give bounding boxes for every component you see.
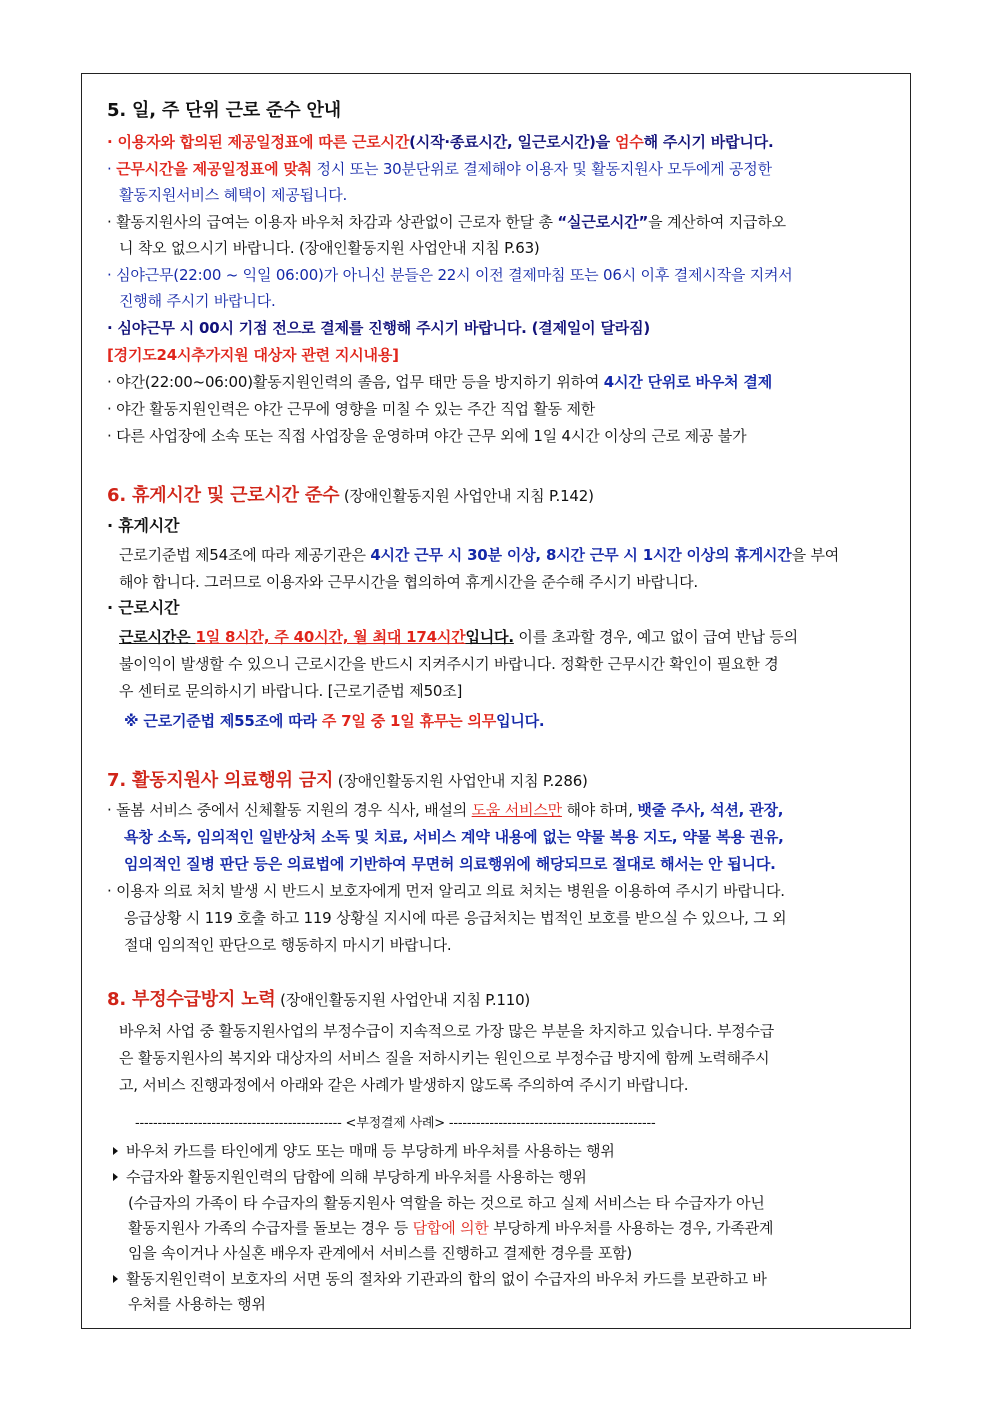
s6-p2-line3: 우 센터로 문의하시기 바랍니다. [근로기준법 제50조] (119, 682, 463, 700)
s8-case-2-detail-2: 활동지원사 가족의 수급자를 돌보는 경우 등 담합에 의한 부당하게 바우처를 사용하는 경우, 가족관계 (128, 1219, 774, 1237)
triangle-bullet-icon (113, 1147, 118, 1155)
s5-line-1: · 이용자와 합의된 제공일정표에 따른 근로시간(시작·종료시간, 일근로시간)을 엄수해 주시기 바랍니다. (107, 133, 774, 151)
s8-case-2-detail-3: 임을 속이거나 사실혼 배우자 관계에서 서비스를 진행하고 결제한 경우를 포함) (128, 1244, 633, 1262)
s7-line-2: 욕창 소독, 임의적인 일반상처 소독 및 치료, 서비스 계약 내용에 없는 약물 복용 지도, 약물 복용 권유, (124, 828, 784, 846)
s8-case-3: 활동지원인력이 보호자의 서면 동의 절차와 기관과의 합의 없이 수급자의 바우처 카드를 보관하고 바 (113, 1269, 767, 1289)
s5-line-3b: 니 착오 없으시기 바랍니다. (장애인활동지원 사업안내 지침 P.63) (119, 239, 540, 257)
s6-sub-rest: · 휴게시간 (107, 516, 180, 535)
s6-p1-line2: 해야 합니다. 그러므로 이용자와 근무시간을 협의하여 휴게시간을 준수해 주시기 바랍니다. (119, 573, 698, 591)
triangle-bullet-icon (113, 1275, 118, 1283)
section-6-title: 6. 휴게시간 및 근로시간 준수 (장애인활동지원 사업안내 지침 P.142) (107, 485, 594, 506)
s8-p-line1: 바우처 사업 중 활동지원사업의 부정수급이 지속적으로 가장 많은 부분을 차지하고 있습니다. 부정수급 (119, 1022, 775, 1040)
s8-cases-divider: ---------------------------------------------- <부정결제 사례> ---------------------------------------------- (135, 1116, 656, 1131)
s7-line-6: 절대 임의적인 판단으로 행동하지 마시기 바랍니다. (124, 936, 452, 954)
s8-case-3b: 우처를 사용하는 행위 (128, 1295, 266, 1313)
s8-p-line3: 고, 서비스 진행과정에서 아래와 같은 사례가 발생하지 않도록 주의하여 주시기 바랍니다. (119, 1076, 689, 1094)
s5-line-5: · 심야근무 시 00시 기점 전으로 결제를 진행해 주시기 바랍니다. (결제일이 달라짐) (107, 319, 651, 337)
s5-line-2: · 근무시간을 제공일정표에 맞춰 정시 또는 30분단위로 결제해야 이용자 및 활동지원사 모두에게 공정한 (107, 160, 772, 178)
s6-sub-work: · 근로시간 (107, 598, 180, 617)
s8-case-2: 수급자와 활동지원인력의 담합에 의해 부당하게 바우처를 사용하는 행위 (113, 1167, 587, 1187)
section-5-title: 5. 일, 주 단위 근로 준수 안내 (107, 100, 341, 121)
s8-p-line2: 은 활동지원사의 복지와 대상자의 서비스 질을 저하시키는 원인으로 부정수급 방지에 함께 노력해주시 (119, 1049, 770, 1067)
s5-line-4: · 심야근무(22:00 ~ 익일 06:00)가 아니신 분들은 22시 이전 결제마침 또는 06시 이후 결제시작을 지켜서 (107, 266, 793, 284)
s5-line-7: · 야간(22:00~06:00)활동지원인력의 졸음, 업무 태만 등을 방지하기 위하여 4시간 단위로 바우처 결제 (107, 373, 772, 391)
s5-line-3: · 활동지원사의 급여는 이용자 바우처 차감과 상관없이 근로자 한달 총 “실근로시간”을 계산하여 지급하오 (107, 213, 786, 231)
s6-p1-line1: 근로기준법 제54조에 따라 제공기관은 4시간 근무 시 30분 이상, 8시간 근무 시 1시간 이상의 휴게시간을 부여 (119, 546, 840, 564)
s5-line-4b: 진행해 주시기 바랍니다. (119, 292, 276, 310)
s7-line-1: · 돌봄 서비스 중에서 신체활동 지원의 경우 식사, 배설의 도움 서비스만 해야 하며, 뱃줄 주사, 석션, 관장, (107, 801, 784, 819)
s7-line-3: 임의적인 질병 판단 등은 의료법에 기반하여 무면허 의료행위에 해당되므로 절대로 해서는 안 됩니다. (124, 855, 776, 873)
s8-case-1: 바우처 카드를 타인에게 양도 또는 매매 등 부당하게 바우처를 사용하는 행위 (113, 1141, 615, 1161)
s8-case-2-detail-1: (수급자의 가족이 타 수급자의 활동지원사 역할을 하는 것으로 하고 실제 서비스는 타 수급자가 아닌 (128, 1194, 765, 1212)
s5-line-8: · 야간 활동지원인력은 야간 근무에 영향을 미칠 수 있는 주간 직업 활동 제한 (107, 400, 596, 418)
s6-p2-line1: 근로시간은 1일 8시간, 주 40시간, 월 최대 174시간입니다. 이를 초과할 경우, 예고 없이 급여 반납 등의 (119, 628, 798, 646)
triangle-bullet-icon (113, 1173, 118, 1181)
section-8-title: 8. 부정수급방지 노력 (장애인활동지원 사업안내 지침 P.110) (107, 989, 531, 1010)
section-7-title: 7. 활동지원사 의료행위 금지 (장애인활동지원 사업안내 지침 P.286) (107, 770, 588, 791)
s5-line-9: · 다른 사업장에 소속 또는 직접 사업장을 운영하며 야간 근무 외에 1일 4시간 이상의 근로 제공 불가 (107, 427, 747, 445)
s5-line-2b: 활동지원서비스 혜택이 제공됩니다. (119, 186, 348, 204)
s5-gyeonggi-heading: [경기도24시추가지원 대상자 관련 지시내용] (107, 346, 399, 364)
s6-p2-line2: 불이익이 발생할 수 있으니 근로시간을 반드시 지켜주시기 바랍니다. 정확한 근무시간 확인이 필요한 경 (119, 655, 779, 673)
s7-line-4: · 이용자 의료 처치 발생 시 반드시 보호자에게 먼저 알리고 의료 처치는 병원을 이용하여 주시기 바랍니다. (107, 882, 785, 900)
s7-line-5: 응급상황 시 119 호출 하고 119 상황실 지시에 따른 응급처치는 법적인 보호를 받으실 수 있으나, 그 외 (124, 909, 787, 927)
s6-note: ※ 근로기준법 제55조에 따라 주 7일 중 1일 휴무는 의무입니다. (124, 712, 545, 730)
